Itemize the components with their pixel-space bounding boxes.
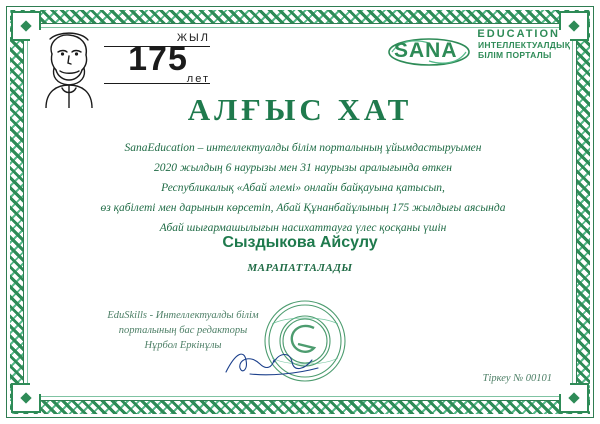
signatory-line-3: Нұрбол Еркінұлы [144, 340, 222, 351]
logo-tagline-line-1: ИНТЕЛЛЕКТУАЛДЫҚ [478, 40, 571, 50]
certificate-content [30, 30, 570, 394]
logo-tagline-line-2: БІЛІМ ПОРТАЛЫ [478, 50, 552, 60]
corner-dot-icon [568, 392, 579, 403]
logo-sana-word: SANA [394, 39, 458, 62]
handwritten-signature [220, 346, 330, 380]
award-word: МАРАПАТТАЛАДЫ [247, 262, 353, 274]
body-line-2: 2020 жылдың 6 наурызы мен 31 наурызы аралығында өткен [154, 162, 452, 174]
logo-education-word: EDUCATION [477, 28, 560, 40]
registration-number: Тіркеу № 00101 [482, 373, 552, 384]
signatory-line-1: EduSkills - Интеллектуалды білім [107, 310, 259, 321]
corner-dot-icon [568, 20, 579, 31]
body-line-5: Абай шығармашылығын насихаттауға үлес қосқаны үшін [159, 222, 447, 234]
anniversary-text-block [102, 32, 214, 85]
signatory-line-2: порталының бас редакторы [118, 325, 248, 336]
sana-education-logo [386, 28, 571, 74]
logo-tagline [478, 40, 574, 60]
certificate-body [76, 138, 530, 238]
body-line-3: Республикалық «Абай әлемі» онлайн байқауына қатысып, [161, 182, 445, 194]
anniversary-number: 175 [128, 40, 188, 78]
logo-sana-badge [386, 37, 472, 67]
anniversary-top-word: ЖЫЛ [176, 32, 210, 44]
corner-dot-icon [20, 392, 31, 403]
certificate-title: АЛҒЫС ХАТ [187, 92, 413, 127]
body-line-1: SanaEducation – интеллектуалды білім порталының ұйымдастыруымен [124, 142, 482, 154]
anniversary-bottom-word: лет [186, 73, 210, 85]
body-line-4: өз қабілеті мен дарынын көрсетіп, Абай Құнанбайұлының 175 жылдығы аясында [100, 202, 506, 214]
recipient-name: Сыздыкова Айсулу [222, 234, 378, 251]
